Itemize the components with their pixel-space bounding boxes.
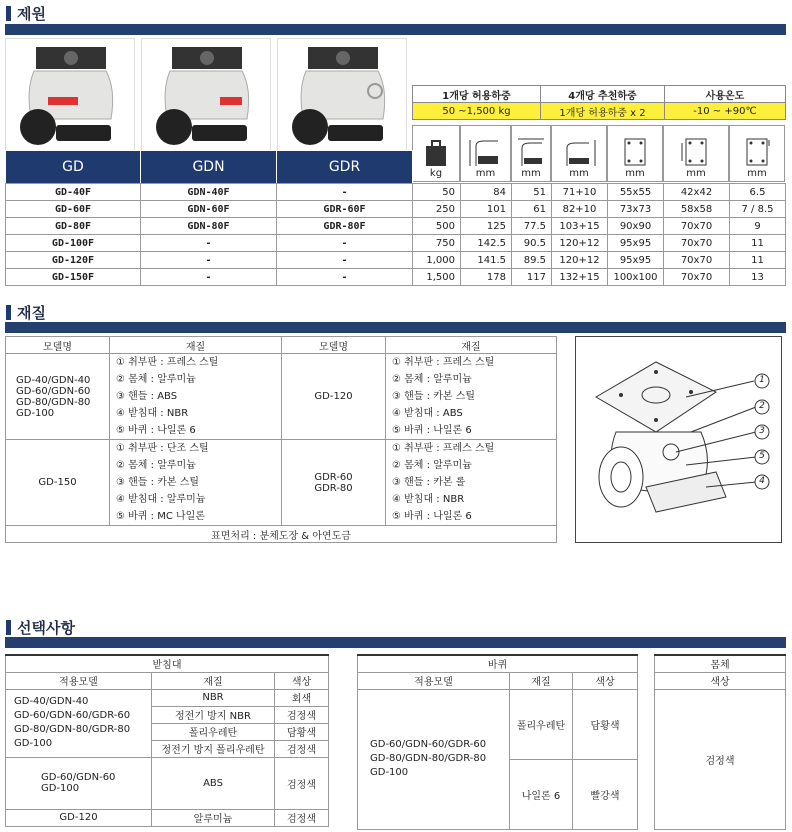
model-header [5,150,413,184]
option-body-title: 몸체 [655,655,786,672]
material-item: ② 몸체 : 알루미늄 [392,374,472,385]
spec-value: 95x95 [608,252,664,269]
spec-model-gdn: GDN-60F [141,201,277,218]
product-photo-gdr [277,38,407,151]
material-item: ③ 핸들 : ABS [116,391,178,402]
unit-label: kg [429,168,443,179]
spec-value: 132+15 [552,269,608,286]
spec-value: 120+12 [552,235,608,252]
spec-table [5,183,786,286]
option-header: 색상 [655,672,786,689]
unit-cell [511,125,551,182]
load-value-allow: 50 ~1,500 kg [413,103,541,120]
option-cell: 검정색 [275,706,329,723]
section-title-text: 선택사항 [17,619,75,637]
spec-value: 250 [413,201,461,218]
spec-value: 55x55 [608,184,664,201]
option-cell: NBR [152,689,275,706]
spec-value: 142.5 [461,235,512,252]
material-model-a: GD-40/GDN-40 GD-60/GDN-60 GD-80/GDN-80 GD-100 [6,354,110,440]
material-model-d: GDR-60 GDR-80 [282,440,386,526]
option-cell: 담황색 [573,689,638,759]
product-photo-gdn [141,38,271,151]
spec-row [6,269,786,286]
spec-value: 13 [730,269,786,286]
unit-cell [729,125,785,182]
spec-model-gdr: GDR-80F [277,218,413,235]
diagram-label: 5 [759,451,765,461]
option-cell: 검정색 [275,740,329,757]
material-item: ① 취부판 : 단조 스틸 [116,443,209,454]
material-item: ④ 받침대 : NBR [116,408,189,419]
option-cell: 나일론 6 [510,759,573,829]
material-table [5,336,557,543]
load-header-recommend: 4개당 추천하중 [541,86,665,103]
spec-value: 1,000 [413,252,461,269]
spec-value: 178 [461,269,512,286]
option-base-models-2: GD-60/GDN-60 GD-100 [6,757,152,809]
spec-value: 61 [512,201,552,218]
section-bar [5,322,786,333]
material-header-mat: 재질 [386,337,557,354]
option-cell: 정전기 방지 NBR [152,706,275,723]
option-base-models-1: GD-40/GDN-40 GD-60/GDN-60/GDR-60 GD-80/GDN-80/GDR-80 GD-100 [6,689,152,757]
option-base-models-3: GD-120 [6,809,152,826]
hole-pitch-icon [679,136,713,168]
material-model-b: GD-120 [282,354,386,440]
unit-label: mm [475,168,496,179]
spec-value: 58x58 [664,201,730,218]
load-table [412,85,786,120]
spec-value: 90x90 [608,218,664,235]
spec-value: 82+10 [552,201,608,218]
option-header: 적용모델 [6,672,152,689]
unit-cell [460,125,511,182]
diagram-label: 4 [759,476,765,486]
spec-value: 70x70 [664,252,730,269]
spec-model-gdn: GDN-40F [141,184,277,201]
load-value-recommend: 1개당 허용하중 x 2 [541,103,665,120]
unit-cell [551,125,607,182]
material-items-b [386,354,557,440]
spec-model-gdr: - [277,184,413,201]
material-item: ⑤ 바퀴 : 나일론 6 [392,511,472,522]
section-title-spec [6,3,46,24]
option-cell: ABS [152,757,275,809]
spec-value: 6.5 [730,184,786,201]
section-marker [6,6,11,21]
spec-model-gdn: - [141,235,277,252]
spec-value: 90.5 [512,235,552,252]
option-cell: 빨강색 [573,759,638,829]
spec-value: 7 / 8.5 [730,201,786,218]
section-title-text: 제원 [17,5,46,23]
option-cell: 정전기 방지 폴리우레탄 [152,740,275,757]
model-header-gd: GD [6,151,141,184]
option-cell: 검정색 [275,809,329,826]
section-marker [6,305,11,320]
width-dimension-icon [514,138,548,168]
material-item: ④ 받침대 : NBR [392,494,465,505]
spec-model-gdr: - [277,269,413,286]
spec-value: 51 [512,184,552,201]
material-items-a [110,354,282,440]
spec-value: 141.5 [461,252,512,269]
height-dimension-icon [466,138,506,168]
material-header-mat: 재질 [110,337,282,354]
section-bar [5,637,786,648]
unit-cell [663,125,729,182]
option-header: 색상 [275,672,329,689]
spec-model-gd: GD-150F [6,269,141,286]
section-bar [5,24,786,35]
spec-model-gd: GD-120F [6,252,141,269]
section-title-option [6,617,75,638]
diagram-label: 1 [759,375,765,385]
stroke-dimension-icon [559,138,599,168]
spec-value: 50 [413,184,461,201]
spec-model-gdn: - [141,269,277,286]
spec-value: 120+12 [552,252,608,269]
section-title-text: 재질 [17,304,46,322]
material-items-d [386,440,557,526]
spec-value: 500 [413,218,461,235]
spec-value: 101 [461,201,512,218]
spec-model-gdr: GDR-60F [277,201,413,218]
option-cell: 알루미늄 [152,809,275,826]
spec-model-gd: GD-80F [6,218,141,235]
model-header-gdn: GDN [141,151,277,184]
load-header-temp: 사용온도 [665,86,786,103]
material-item: ⑤ 바퀴 : MC 나일론 [116,511,205,522]
option-cell: 폴리우레탄 [152,723,275,740]
material-item: ③ 핸들 : 카본 스틸 [392,391,476,402]
unit-label: mm [521,168,541,179]
material-item: ② 몸체 : 알루미늄 [116,374,196,385]
diagram-label: 3 [759,426,765,436]
material-item: ② 몸체 : 알루미늄 [116,460,196,471]
hole-diameter-icon [742,136,772,168]
material-item: ④ 받침대 : ABS [392,408,463,419]
section-marker [6,620,11,635]
option-header: 재질 [510,672,573,689]
spec-value: 125 [461,218,512,235]
model-header-gdr: GDR [277,151,413,184]
spec-value: 70x70 [664,269,730,286]
material-item: ③ 핸들 : 카본 스틸 [116,477,200,488]
weight-icon [424,140,448,168]
option-wheel-table [357,654,638,830]
spec-value: 103+15 [552,218,608,235]
option-cell: 검정색 [655,689,786,829]
unit-cell [412,125,460,182]
spec-row [6,201,786,218]
spec-value: 11 [730,252,786,269]
spec-value: 71+10 [552,184,608,201]
spec-model-gdr: - [277,235,413,252]
option-header: 적용모델 [358,672,510,689]
spec-model-gdn: - [141,252,277,269]
material-item: ③ 핸들 : 카본 롤 [392,477,466,488]
load-value-temp: -10 ~ +90℃ [665,103,786,120]
material-footer: 표면처리 : 분체도장 & 아연도금 [6,526,557,543]
option-cell: 담황색 [275,723,329,740]
option-body-table [654,654,786,830]
unit-label: mm [686,168,706,179]
option-cell: 회색 [275,689,329,706]
spec-value: 750 [413,235,461,252]
spec-value: 95x95 [608,235,664,252]
material-header-model: 모델명 [282,337,386,354]
material-model-c: GD-150 [6,440,110,526]
spec-value: 89.5 [512,252,552,269]
spec-value: 100x100 [608,269,664,286]
spec-value: 1,500 [413,269,461,286]
exploded-diagram [575,336,782,543]
option-base-table [5,654,329,827]
spec-model-gdn: GDN-80F [141,218,277,235]
material-item: ① 취부판 : 프레스 스틸 [116,357,219,368]
spec-value: 84 [461,184,512,201]
spec-model-gd: GD-100F [6,235,141,252]
option-wheel-title: 바퀴 [358,655,638,672]
option-base-title: 받침대 [6,655,329,672]
plate-size-icon [620,136,650,168]
spec-row [6,218,786,235]
unit-label: mm [747,168,767,179]
spec-value: 117 [512,269,552,286]
material-item: ④ 받침대 : 알루미늄 [116,494,206,505]
option-wheel-models: GD-60/GDN-60/GDR-60 GD-80/GDN-80/GDR-80 GD-100 [358,689,510,829]
section-title-material [6,302,46,323]
option-cell: 폴리우레탄 [510,689,573,759]
product-photo-gd [5,38,135,151]
material-item: ① 취부판 : 프레스 스틸 [392,443,495,454]
spec-row [6,184,786,201]
load-header-allow: 1개당 허용하중 [413,86,541,103]
unit-label: mm [569,168,589,179]
spec-value: 70x70 [664,235,730,252]
spec-value: 11 [730,235,786,252]
option-header: 재질 [152,672,275,689]
spec-value: 77.5 [512,218,552,235]
material-item: ⑤ 바퀴 : 나일론 6 [392,425,472,436]
diagram-label: 2 [759,401,765,411]
option-header: 색상 [573,672,638,689]
spec-value: 73x73 [608,201,664,218]
material-item: ① 취부판 : 프레스 스틸 [392,357,495,368]
spec-row [6,252,786,269]
spec-row [6,235,786,252]
material-item: ⑤ 바퀴 : 나일론 6 [116,425,196,436]
unit-cell [607,125,663,182]
spec-value: 70x70 [664,218,730,235]
material-header-model: 모델명 [6,337,110,354]
spec-model-gd: GD-60F [6,201,141,218]
material-items-c [110,440,282,526]
spec-model-gd: GD-40F [6,184,141,201]
option-cell: 검정색 [275,757,329,809]
spec-value: 42x42 [664,184,730,201]
dimension-icons-row [412,125,785,182]
material-item: ② 몸체 : 알루미늄 [392,460,472,471]
unit-label: mm [625,168,645,179]
spec-model-gdr: - [277,252,413,269]
spec-value: 9 [730,218,786,235]
